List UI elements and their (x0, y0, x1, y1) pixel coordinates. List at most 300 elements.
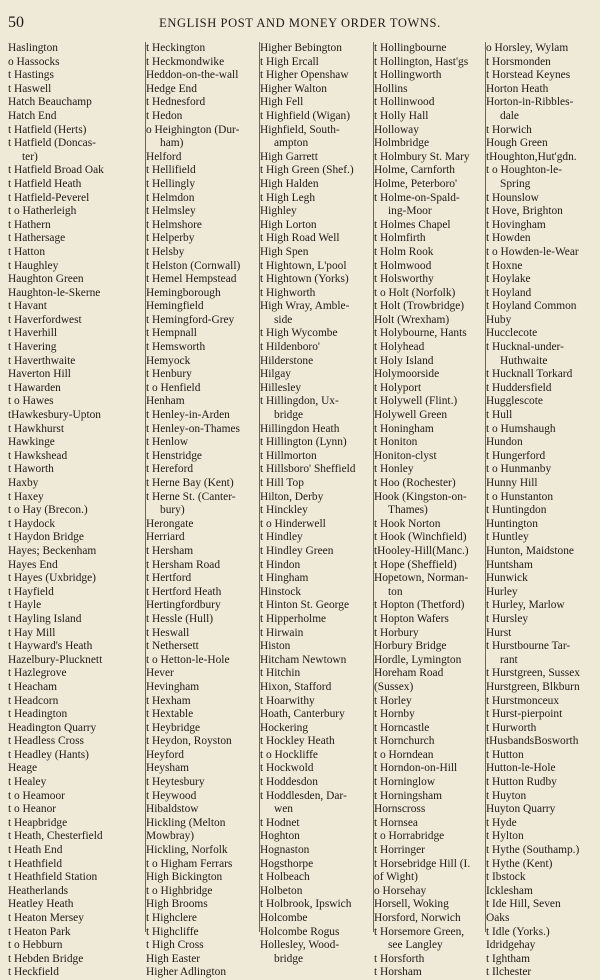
town-entry: t Heswall (146, 626, 190, 639)
town-entry: t o Houghton-le- (486, 164, 562, 177)
town-entry: t Hersham (146, 544, 194, 557)
town-entry: Hugglescote (486, 395, 543, 408)
town-entry: t Hemel Hempstead (146, 273, 237, 286)
town-column-2 (146, 42, 258, 979)
town-entry: t Higher Openshaw (260, 69, 349, 82)
town-entry: t Nethersett (146, 640, 199, 653)
town-entry: t Horsham (374, 966, 422, 979)
town-entry: Huby (486, 313, 512, 326)
town-entry: High Halden (260, 177, 319, 190)
town-entry: tHawkesbury-Upton (8, 409, 102, 422)
town-entry: t Hellifield (146, 164, 196, 177)
town-entry: t Hessle (Hull) (146, 612, 214, 625)
town-entry: t Heytesbury (146, 776, 205, 789)
town-entry: t Hutton Rudby (486, 776, 557, 789)
town-entry: t Hollingbourne (374, 42, 447, 54)
town-entry: t Holywell (Flint.) (374, 395, 458, 408)
town-entry: t Hillsboro' Sheffield (260, 463, 356, 476)
town-entry: ham) (160, 137, 184, 150)
town-entry: t Hylton (486, 830, 524, 843)
town-entry: t Henlow (146, 436, 189, 449)
town-entry: t Hayward's Heath (8, 640, 93, 653)
town-entry: t Hollington, Hast'gs (374, 55, 469, 68)
town-entry: Hilgay (260, 368, 292, 381)
town-entry: Horbury Bridge (374, 640, 447, 653)
town-entry: t Hatfield-Peverel (8, 191, 90, 204)
town-entry: t Heathfield (8, 857, 63, 870)
town-entry: t Hope (Sheffield) (374, 558, 457, 571)
town-entry: t Hempnall (146, 327, 197, 340)
town-entry: t Hextable (146, 708, 194, 721)
town-entry: Idridgehay (486, 939, 536, 952)
town-entry: Histon (260, 640, 291, 653)
town-entry: t Headcorn (8, 694, 59, 707)
town-entry: t Hedon (146, 109, 183, 122)
town-entry: t Hirwain (260, 626, 304, 639)
town-entry: t Hopton Wafers (374, 612, 449, 625)
town-entry: wen (274, 803, 293, 816)
town-entry: Hilton, Derby (260, 490, 324, 503)
town-entry: t Herne Bay (Kent) (146, 477, 234, 489)
town-entry: Hibaldstow (146, 803, 199, 816)
town-entry: t Heaton Mersey (8, 912, 84, 924)
town-entry: t Hoarwithy (260, 694, 315, 707)
town-entry: Heyford (146, 748, 184, 761)
town-entry: o Horsehay (374, 884, 427, 897)
town-entry: rant (500, 653, 518, 666)
town-entry: t Helperby (146, 232, 195, 245)
town-entry: t High Green (Shef.) (260, 164, 354, 177)
town-entry: t Hurworth (486, 721, 537, 734)
town-entry: Heatherlands (8, 884, 69, 897)
town-entry: t Horley (374, 694, 412, 707)
town-entry: t Hayling Island (8, 612, 82, 625)
town-entry: Hollins (374, 82, 408, 95)
town-entry: Hazelbury-Plucknett (8, 653, 103, 666)
town-entry: t Headless Cross (8, 735, 84, 748)
town-entry: Horeham Road (374, 667, 444, 680)
town-entry: High Bickington (146, 871, 223, 884)
town-entry: t Heapbridge (8, 816, 68, 829)
town-entry: t Hayle (8, 599, 42, 612)
town-entry: t Idle (Yorks.) (486, 925, 550, 938)
town-entry: t Horsemore Green, (374, 925, 465, 938)
town-entry: Holymoorside (374, 368, 440, 381)
town-entry: High Brooms (146, 898, 208, 911)
town-entry: Hilderstone (260, 354, 314, 367)
town-entry: t Huntingdon (486, 504, 547, 517)
town-entry: Hurst (486, 626, 512, 639)
town-entry: Higher Walton (260, 82, 327, 95)
town-entry: t Hovingham (486, 218, 546, 231)
town-entry: Holloway (374, 123, 419, 136)
town-entry: t High Wycombe (260, 327, 338, 340)
town-entry: Hook (Kingston-on- (374, 490, 467, 503)
town-entry: Icklesham (486, 884, 533, 897)
town-entry: Haughton-le-Skerne (8, 286, 101, 299)
town-entry: o Heighington (Dur- (146, 123, 240, 136)
town-entry: t Hopton (Thetford) (374, 599, 465, 612)
town-entry: t o Holt (Norfolk) (374, 286, 456, 299)
town-entry: t Hodnet (260, 816, 300, 829)
town-entry: Hognaston (260, 844, 310, 857)
town-entry: t Hatfield Broad Oak (8, 164, 104, 177)
town-entry: t Holsworthy (374, 273, 434, 286)
town-entry: t Huyton (486, 789, 527, 802)
town-entry: Hucclecote (486, 327, 538, 340)
town-entry: t Holy Island (374, 354, 434, 367)
town-entry: Heddon-on-the-wall (146, 69, 239, 82)
town-entry: t Horncastle (374, 721, 430, 734)
town-entry: Hordle, Lymington (374, 653, 462, 666)
town-entry: t o Humshaugh (486, 422, 556, 435)
town-entry: t Hornchurch (374, 735, 435, 748)
town-entry: t Holbeach (260, 871, 310, 884)
town-entry: Hornscross (374, 803, 426, 816)
town-entry: Hitcham Newtown (260, 653, 347, 666)
town-entry: t Hucknal-under- (486, 341, 564, 354)
town-entry: t Heydon, Royston (146, 735, 232, 748)
town-entry: t o Horndean (374, 748, 434, 761)
town-entry: Hertingfordbury (146, 599, 221, 612)
town-entry: t Horstead Keynes (486, 69, 571, 82)
town-entry: Heysham (146, 762, 190, 775)
town-entry: t Hurley, Marlow (486, 599, 565, 612)
town-entry: t o Hunmanby (486, 463, 552, 476)
town-entry: Haughton Green (8, 273, 84, 286)
town-entry: Hemingfield (146, 300, 204, 313)
town-entry: t Hellingly (146, 177, 196, 190)
town-entry: t Hoddlesden, Dar- (260, 789, 347, 802)
town-entry: t Hove, Brighton (486, 205, 563, 218)
town-entry: Spring (500, 177, 531, 190)
town-entry: o Hassocks (8, 55, 60, 68)
town-entry: t Helmdon (146, 191, 195, 204)
town-entry: t Heath, Chesterfield (8, 830, 103, 843)
town-entry: t Hollinwood (374, 96, 435, 109)
town-entry: Holbeton (260, 884, 303, 897)
town-entry: t Hungerford (486, 449, 546, 462)
town-entry: Hurstgreen, Blkburn (486, 680, 580, 693)
town-entry: t Ightham (486, 952, 530, 965)
town-entry: t Haxey (8, 490, 44, 503)
town-entry: t Haworth (8, 463, 54, 476)
town-entry: t High Ercall (260, 55, 319, 68)
town-entry: t Holmfirth (374, 232, 426, 245)
town-entry: Thames) (388, 504, 428, 517)
town-entry: High Wray, Amble- (260, 300, 350, 313)
town-entry: see Langley (388, 939, 443, 952)
town-entry: t Horsmonden (486, 55, 551, 68)
town-entry: Huntsham (486, 558, 533, 571)
town-entry: Hunwick (486, 572, 528, 585)
town-entry: t Haydon Bridge (8, 531, 84, 544)
town-entry: Horsford, Norwich (374, 912, 461, 924)
town-entry: t Haydock (8, 517, 56, 530)
town-entry: t Haughley (8, 259, 59, 272)
town-entry: t Hockley Heath (260, 735, 335, 748)
town-entry: t Hertford (146, 572, 192, 585)
town-entry: t Hereford (146, 463, 194, 476)
town-entry: t Hindley Green (260, 544, 334, 557)
town-entry: t o Higham Ferrars (146, 857, 233, 870)
town-entry: Hemingborough (146, 286, 221, 299)
town-entry: Heatley Heath (8, 898, 74, 911)
town-entry: t Holmwood (374, 259, 432, 272)
town-entry: Hemyock (146, 354, 191, 367)
town-entry: t Hoyland (486, 286, 532, 299)
town-entry: t Heath End (8, 844, 63, 857)
town-entry: t Hebden Bridge (8, 952, 84, 965)
town-entry: t Hornsea (374, 816, 418, 829)
town-entry: Haslington (8, 42, 58, 54)
town-entry: Highfield, South- (260, 123, 340, 136)
town-entry: t Helmsley (146, 205, 196, 218)
town-entry: t Hill Top (260, 477, 304, 489)
town-entry: t Hitchin (260, 667, 301, 680)
town-entry: Hogsthorpe (260, 857, 314, 870)
town-entry: Huyton Quarry (486, 803, 556, 816)
town-entry: t Headley (Hants) (8, 748, 89, 761)
town-entry: t Highfield (Wigan) (260, 109, 351, 122)
town-entry: Hawkinge (8, 436, 55, 449)
town-entry: ter) (22, 150, 38, 163)
town-entry: t Hoo (Rochester) (374, 477, 456, 489)
town-entry: t Highworth (260, 286, 316, 299)
town-entry: t Hightown, L'pool (260, 259, 347, 272)
town-entry: Henham (146, 395, 185, 408)
town-entry: Holcombe (260, 912, 308, 924)
town-entry: t Havant (8, 300, 47, 313)
town-entry: t Hatfield (Doncas- (8, 137, 96, 150)
town-entry: t Hollingworth (374, 69, 442, 82)
town-entry: t Horwich (486, 123, 532, 136)
town-entry: Holywell Green (374, 409, 448, 422)
town-entry: High Lorton (260, 218, 317, 231)
town-entry: t Hurst-pierpoint (486, 708, 563, 721)
town-entry: t Holly Hall (374, 109, 429, 122)
town-entry: t Hatfield Heath (8, 177, 82, 190)
town-entry: Hatch End (8, 109, 57, 122)
town-entry: t Heckington (146, 42, 206, 54)
town-entry: t Hoylake (486, 273, 531, 286)
town-entry: Hunny Hill (486, 477, 538, 489)
town-entry: Honiton-clyst (374, 449, 437, 462)
town-entry: t Herne St. (Canter- (146, 490, 236, 503)
town-entry: t Holt (Trowbridge) (374, 300, 465, 313)
town-entry: t Holmbury St. Mary (374, 150, 470, 163)
town-entry: t Headington (8, 708, 68, 721)
town-entry: t Hastings (8, 69, 54, 82)
town-entry: t Havering (8, 341, 57, 354)
town-entry: t Hurstmonceux (486, 694, 560, 707)
town-entry: Holmbridge (374, 137, 430, 150)
town-entry: t Hemsworth (146, 341, 206, 354)
town-entry: Hoath, Canterbury (260, 708, 345, 721)
town-entry: t Holyhead (374, 341, 425, 354)
town-entry: t Horningsham (374, 789, 443, 802)
town-entry: t Hockwold (260, 762, 314, 775)
town-entry: Holt (Wrexham) (374, 313, 450, 326)
town-entry: Hopetown, Norman- (374, 572, 469, 585)
town-entry: t Hillingdon, Ux- (260, 395, 339, 408)
town-entry: t Hawkhurst (8, 422, 64, 435)
town-entry: t Hemingford-Grey (146, 313, 235, 326)
town-entry: t Hatton (8, 245, 46, 258)
town-entry: t o Howden-le-Wear (486, 245, 579, 258)
town-entry: t o Hunstanton (486, 490, 554, 503)
town-entry: t Holybourne, Hants (374, 327, 467, 340)
town-entry: Holcombe Rogus (260, 925, 340, 938)
town-entry: bridge (274, 409, 304, 422)
town-entry: t Helmshore (146, 218, 202, 231)
town-entry: Oaks (486, 912, 510, 924)
town-entry: Herongate (146, 517, 194, 530)
town-entry: t Hillington (Lynn) (260, 436, 347, 449)
town-entry: t Hook (Winchfield) (374, 531, 467, 544)
town-entry: t Hurstbourne Tar- (486, 640, 571, 653)
town-entry: t o Heamoor (8, 789, 65, 802)
town-entry: t Hyde (486, 816, 517, 829)
town-entry: Mowbray) (146, 830, 195, 843)
town-entry: t Hurstgreen, Sussex (486, 667, 580, 680)
town-entry: t Henley-on-Thames (146, 422, 240, 435)
town-entry: t Hoxne (486, 259, 523, 272)
town-entry: t Highcliffe (146, 925, 199, 938)
town-entry: t Hinckley (260, 504, 308, 517)
town-entry: t Hayes (Uxbridge) (8, 572, 96, 585)
town-entry: Hough Green (486, 137, 548, 150)
town-entry: t Helston (Cornwall) (146, 259, 241, 272)
town-entry: t Heywood (146, 789, 197, 802)
town-entry: t o Highbridge (146, 884, 213, 897)
town-entry: t Horninglow (374, 776, 436, 789)
town-entry: ing-Moor (388, 205, 432, 218)
town-column-1 (8, 42, 144, 979)
town-entry: t Hatfield (Herts) (8, 123, 87, 136)
town-list-columns (8, 42, 600, 979)
town-entry: t o Henfield (146, 381, 201, 394)
town-entry: t Henley-in-Arden (146, 409, 230, 422)
town-entry: t Hipperholme (260, 612, 327, 625)
town-entry: Horton-in-Ribbles- (486, 96, 574, 109)
town-entry: Heage (8, 762, 38, 775)
town-entry: Hunton, Maidstone (486, 544, 574, 557)
town-entry: t Hazlegrove (8, 667, 67, 680)
town-entry: t o Hinderwell (260, 517, 326, 530)
town-entry: t Holbrook, Ipswich (260, 898, 352, 911)
town-entry: bridge (274, 952, 304, 965)
town-entry: t Haverthwaite (8, 354, 76, 367)
town-entry: tHooley-Hill(Manc.) (374, 544, 469, 557)
town-entry: Huthwaite (500, 354, 548, 367)
town-entry: t o Hay (Brecon.) (8, 504, 88, 517)
town-entry: t Haverfordwest (8, 313, 82, 326)
town-entry: t Huntley (486, 531, 529, 544)
town-entry: Hillesley (260, 381, 302, 394)
town-entry: t Horsforth (374, 952, 425, 965)
town-entry: t Hayfield (8, 585, 54, 598)
town-entry: Higher Bebington (260, 42, 342, 54)
town-entry: t Ide Hill, Seven (486, 898, 561, 911)
page-number: 50 (8, 14, 24, 31)
town-entry: t o Hetton-le-Hole (146, 653, 230, 666)
town-entry: t Heckmondwike (146, 55, 225, 68)
town-entry: Horton Heath (486, 82, 549, 95)
town-entry: t Hook Norton (374, 517, 441, 530)
town-entry: of Wight) (374, 871, 418, 884)
town-entry: t Hexham (146, 694, 191, 707)
town-entry: Horsell, Woking (374, 898, 449, 911)
town-entry: t Horringer (374, 844, 425, 857)
town-entry: t o Hebburn (8, 939, 63, 952)
town-entry: Hayes End (8, 558, 58, 571)
town-entry: Hoghton (260, 830, 300, 843)
town-entry: t High Cross (146, 939, 204, 952)
town-entry: t Heybridge (146, 721, 201, 734)
town-entry: t Highclere (146, 912, 197, 924)
town-entry: Hixon, Stafford (260, 680, 332, 693)
town-entry: t Honingham (374, 422, 434, 435)
town-entry: t Hildenboro' (260, 341, 320, 354)
town-entry: t Hightown (Yorks) (260, 273, 349, 286)
town-entry: Hinstock (260, 585, 302, 598)
town-entry: t Holme-on-Spald- (374, 191, 460, 204)
town-entry: Hayes; Beckenham (8, 544, 97, 557)
town-entry: Hickling, Norfolk (146, 844, 228, 857)
town-entry: Hutton-le-Hole (486, 762, 556, 775)
town-entry: t Heathfield Station (8, 871, 98, 884)
town-entry: Headington Quarry (8, 721, 97, 734)
town-entry: t Hucknall Torkard (486, 368, 573, 381)
town-entry: t Hindley (260, 531, 303, 544)
town-entry: t Hounslow (486, 191, 539, 204)
town-entry: o Horsley, Wylam (486, 42, 569, 54)
town-entry: High Garrett (260, 150, 318, 163)
town-entry: High Fell (260, 96, 304, 109)
town-entry: t Hathern (8, 218, 51, 231)
town-entry: t Hay Mill (8, 626, 56, 639)
town-entry: t Heaton Park (8, 925, 71, 938)
town-entry: bury) (160, 504, 185, 517)
town-entry: dale (500, 109, 519, 122)
town-entry: Hollesley, Wood- (260, 939, 340, 952)
town-entry: Hickling (Melton (146, 816, 226, 829)
town-entry: t Heacham (8, 680, 58, 693)
town-entry: Higher Adlington (146, 966, 227, 979)
town-entry: Holme, Carnforth (374, 164, 455, 177)
town-entry: t High Road Well (260, 232, 340, 245)
town-entry: t Haverhill (8, 327, 58, 340)
town-entry: t Hoddesdon (260, 776, 318, 789)
town-entry: t Helsby (146, 245, 185, 258)
town-entry: t Hull (486, 409, 513, 422)
town-entry: t o Hawes (8, 395, 54, 408)
town-entry: t Hertford Heath (146, 585, 222, 598)
town-entry: t Hythe (Kent) (486, 857, 553, 870)
town-entry: t Honley (374, 463, 414, 476)
town-entry: t Ibstock (486, 871, 526, 884)
running-title: ENGLISH POST AND MONEY ORDER TOWNS. (159, 16, 441, 30)
town-entry: High Spen (260, 245, 309, 258)
town-entry: Hevingham (146, 680, 200, 693)
town-entry: Hever (146, 667, 174, 680)
town-entry: t Hoyland Common (486, 300, 577, 313)
town-entry: High Easter (146, 952, 201, 965)
town-entry: t Hawarden (8, 381, 61, 394)
town-entry: Hatch Beauchamp (8, 96, 92, 109)
town-entry: t Horndon-on-Hill (374, 762, 458, 775)
